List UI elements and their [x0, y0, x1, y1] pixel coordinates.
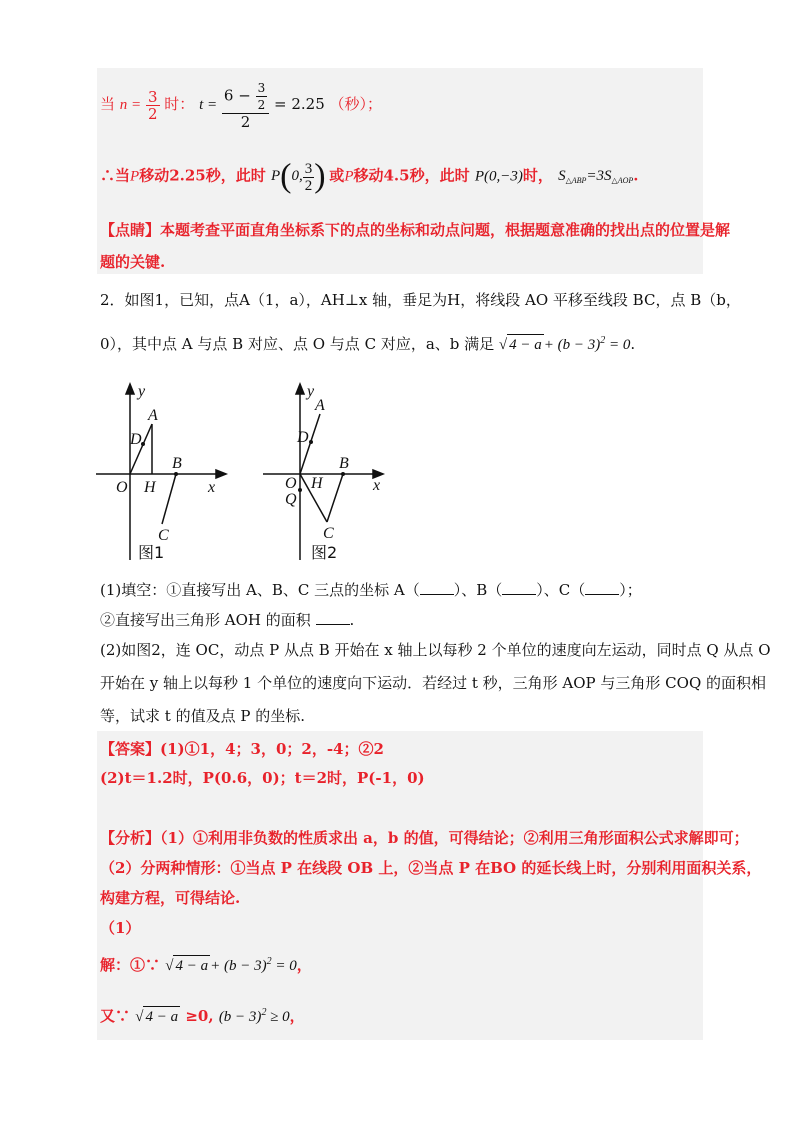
question1-line1: (1)填空：①直接写出 A、B、C 三点的坐标 A（ ）、B（ ）、C（ ）；: [100, 581, 642, 599]
y-arrow: [126, 384, 134, 394]
label-A: A: [148, 407, 158, 424]
blank-A[interactable]: [420, 594, 454, 595]
label-x: x: [208, 479, 216, 496]
point-B: [341, 472, 345, 476]
blank-area[interactable]: [316, 624, 350, 625]
y-arrow: [296, 384, 304, 394]
blank-B[interactable]: [502, 594, 536, 595]
analysis-line2: （2）分两种情形：①当点 P 在线段 OB 上，②当点 P 在BO 的延长线上时，分别利用面积关系，: [100, 859, 762, 877]
label-H: H: [144, 479, 156, 496]
fraction-n: $\frac{3}{2}$: [147, 87, 158, 123]
question2-line1: (2)如图2，连 OC，动点 P 从点 B 开始在 x 轴上以每秒 2 个单位的速度向左运动，同时点 Q 从点 O: [100, 641, 771, 659]
label-D: D: [297, 429, 309, 446]
analysis-line3: 构建方程，可得结论.: [100, 889, 241, 907]
solution-part1: （1）: [100, 919, 141, 937]
label-y: y: [307, 383, 315, 400]
segment-BC: [162, 474, 176, 524]
problem-line2: 0），其中点 A 与点 B 对应、点 O 与点 C 对应，a、b 满足 √ $4 - a + (b - 3)^2 = 0$.: [100, 335, 636, 353]
label-C: C: [158, 527, 169, 544]
label-y: y: [138, 383, 146, 400]
point-D: [309, 440, 313, 444]
answer-line1: 【答案】(1)①1，4；3，0；2，-4；②2: [100, 740, 384, 758]
question2-line2: 开始在 y 轴上以每秒 1 个单位的速度向下运动．若经过 t 秒，三角形 AOP 与三角形 COQ 的面积相: [100, 674, 767, 692]
note-line2: 题的关键.: [100, 253, 166, 271]
label-B: B: [339, 455, 349, 472]
point-B: [174, 472, 178, 476]
x-arrow: [216, 470, 226, 478]
solution-step2: 又∵ √ 4 − a ≥0, $(b - 3)^2 \ge 0$，: [100, 1007, 305, 1025]
question1-line2: ②直接写出三角形 AOH 的面积 .: [100, 611, 355, 629]
analysis-line1: 【分析】（1）①利用非负数的性质求出 a，b 的值，可得结论；②利用三角形面积公式求解即可；: [100, 829, 749, 847]
blank-C[interactable]: [585, 594, 619, 595]
caption-fig2: 图2: [311, 543, 338, 562]
label-H: H: [311, 475, 323, 492]
label-C: C: [323, 525, 334, 542]
condition-expression: √ $4 - a + (b - 3)^2 = 0$: [498, 335, 631, 353]
answer-line2: (2)t＝1.2时，P(0.6，0)；t＝2时，P(-1，0): [100, 769, 425, 787]
label-O: O: [116, 479, 128, 496]
point-Q: [298, 488, 302, 492]
figure-2: [255, 380, 405, 570]
note-line1: 【点睛】本题考查平面直角坐标系下的点的坐标和动点问题，根据题意准确的找出点的位置是解: [100, 221, 731, 239]
solution-step1: 解：①∵ √ $4 - a + (b - 3)^2 = 0$，: [100, 956, 312, 974]
problem-line1: 2．如图1，已知，点A（1，a），AH⊥x 轴，垂足为H，将线段 AO 平移至线段 BC，点 B（b，: [100, 291, 741, 309]
segment-BC: [327, 474, 343, 522]
label-D: D: [130, 431, 142, 448]
caption-fig1: 图1: [138, 543, 165, 562]
solution-line-n: 当 n = $\frac{3}{2}$ 时： t = 6 − $\frac{3}{2}$ 2 = 2.25 （秒）；: [100, 81, 383, 131]
label-O: O: [285, 475, 297, 492]
solution-line-conclusion: ∴当P移动2.25秒，此时 P(0, $\frac{3}{2}$ ) 或P移动4.5秒，此时 P(0,−3)时， $S_{\triangle ABP}=3S_{\triangle AOP}$.: [100, 158, 639, 195]
label-x: x: [373, 477, 381, 494]
fraction-t: 6 − $\frac{3}{2}$ 2: [222, 80, 269, 130]
label-Q: Q: [285, 491, 297, 508]
point-D: [141, 442, 145, 446]
label-B: B: [172, 455, 182, 472]
question2-line3: 等，试求 t 的值及点 P 的坐标.: [100, 707, 305, 725]
label-A: A: [315, 397, 325, 414]
figure-1: [90, 380, 240, 570]
